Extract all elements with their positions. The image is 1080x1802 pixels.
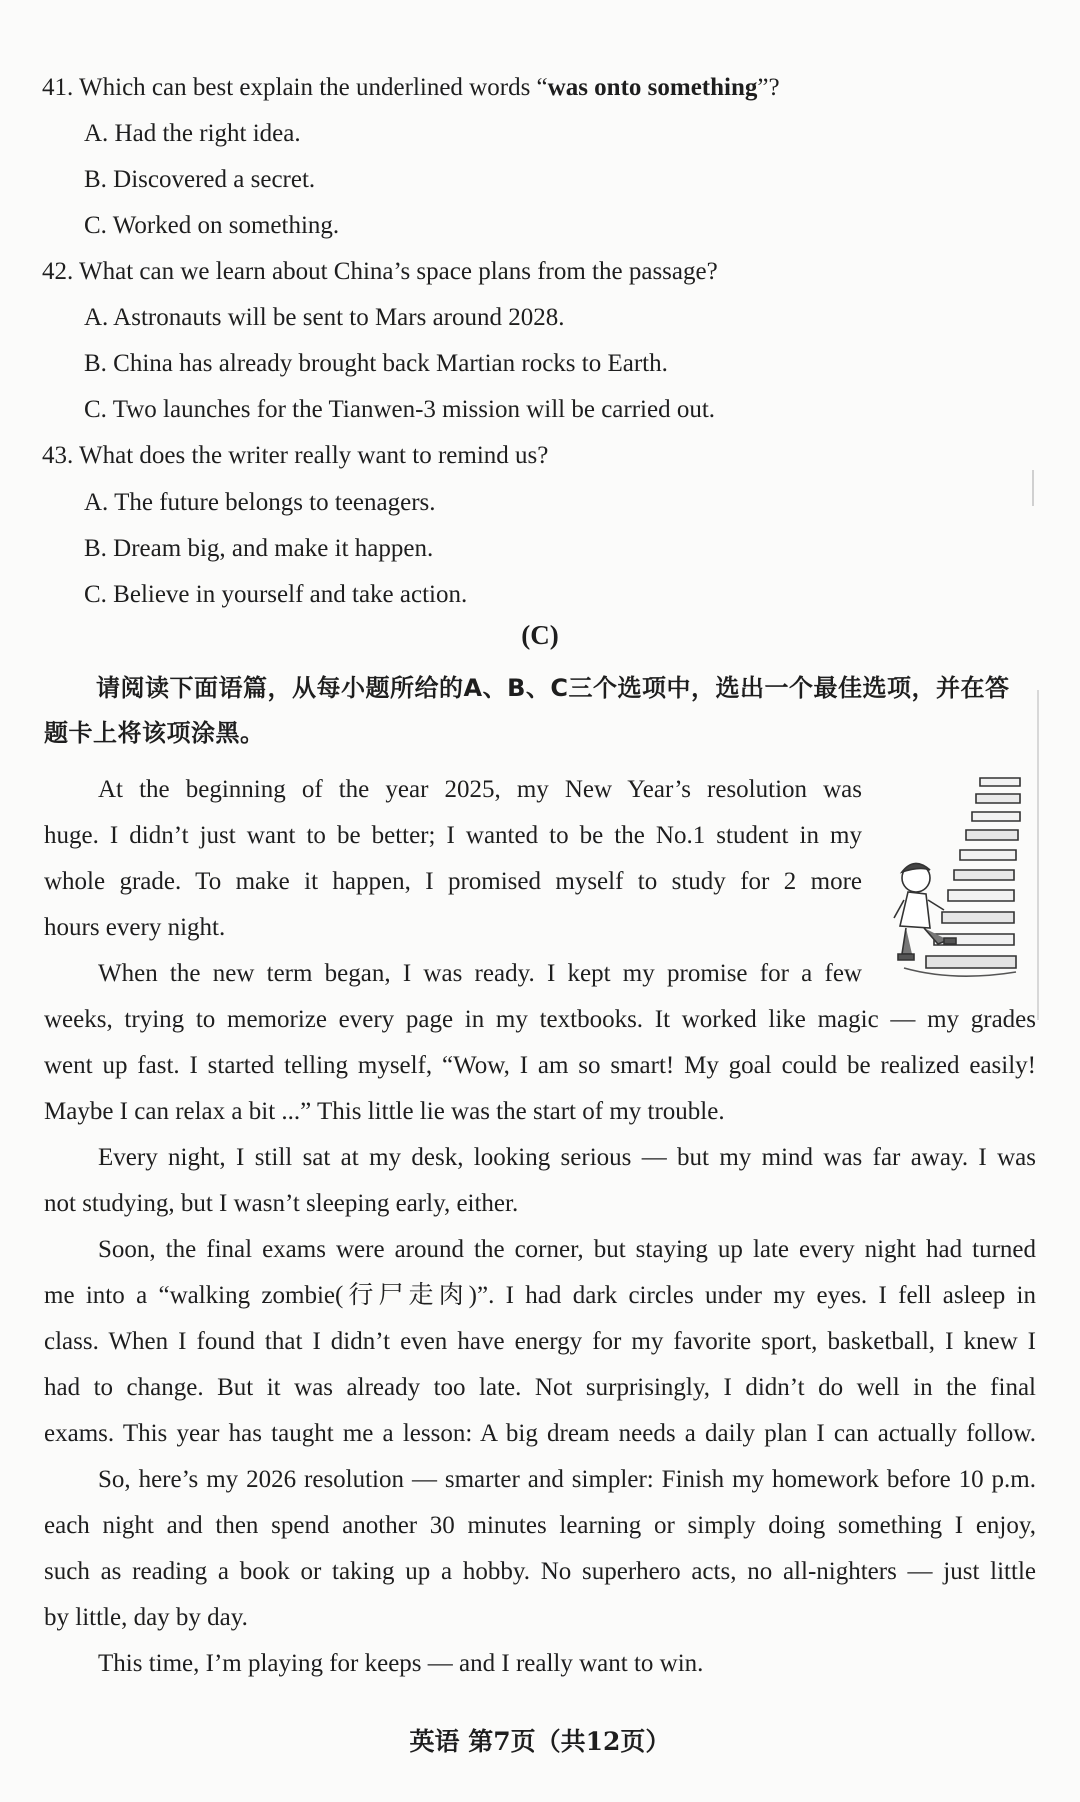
passage-line: exams. This year has taught me a lesson: A big dream needs a daily plan I can actually follow. xyxy=(44,1420,1036,1447)
passage-line: had to change. But it was already too late. Not surprisingly, I didn’t do well in the final xyxy=(44,1374,1036,1401)
passage-line: not studying, but I wasn’t sleeping early, either. xyxy=(44,1190,519,1217)
passage-line: class. When I found that I didn’t even have energy for my favorite sport, basketball, I knew I xyxy=(44,1328,1036,1355)
passage-line: Every night, I still sat at my desk, looking serious — but my mind was far away. I was xyxy=(98,1144,1036,1171)
instruction-line-1: 请阅读下面语篇，从每小题所给的A、B、C三个选项中，选出一个最佳选项，并在答 xyxy=(96,674,1010,702)
question-41-option-a: A. Had the right idea. xyxy=(84,120,301,147)
question-42-option-b: B. China has already brought back Martian rocks to Earth. xyxy=(84,350,668,377)
passage-line: Soon, the final exams were around the corner, but staying up late every night had turned xyxy=(98,1236,1036,1263)
scan-edge-mark xyxy=(1032,470,1034,506)
passage-line: huge. I didn’t just want to be better; I wanted to be the No.1 student in my xyxy=(44,822,862,849)
passage-line: weeks, trying to memorize every page in my textbooks. It worked like magic — my grades xyxy=(44,1006,1036,1033)
passage-line: each night and then spend another 30 minutes learning or simply doing something I enjoy, xyxy=(44,1512,1036,1539)
passage-line: hours every night. xyxy=(44,914,226,941)
question-43-option-c: C. Believe in yourself and take action. xyxy=(84,581,468,608)
passage-line: by little, day by day. xyxy=(44,1604,248,1631)
passage-line: When the new term began, I was ready. I kept my promise for a few xyxy=(98,960,862,987)
passage-line: whole grade. To make it happen, I promised myself to study for 2 more xyxy=(44,868,862,895)
passage-line: At the beginning of the year 2025, my New Year’s resolution was xyxy=(98,776,862,803)
question-41-stem xyxy=(42,72,780,104)
boy-climbing-book-stairs-illustration xyxy=(880,768,1040,988)
page-footer: 英语 第7页（共12页） xyxy=(409,1727,671,1756)
passage-line: Maybe I can relax a bit ...” This little lie was the start of my trouble. xyxy=(44,1098,725,1125)
instruction-line-2: 题卡上将该项涂黑。 xyxy=(44,719,265,747)
passage-line: So, here’s my 2026 resolution — smarter and simpler: Finish my homework before 10 p.m. xyxy=(98,1466,1036,1493)
underlined-phrase: was onto something xyxy=(547,74,758,101)
question-41-option-c: C. Worked on something. xyxy=(84,212,340,239)
section-title: (C) xyxy=(521,620,559,650)
question-43-option-b: B. Dream big, and make it happen. xyxy=(84,535,434,562)
passage-line: such as reading a book or taking up a hobby. No superhero acts, no all-nighters — just little xyxy=(44,1558,1036,1585)
question-41-stem-suffix: ”? xyxy=(757,74,780,101)
question-41-stem-prefix: 41. Which can best explain the underlined words “ xyxy=(42,74,548,101)
question-41-option-b: B. Discovered a secret. xyxy=(84,166,316,193)
passage-line: went up fast. I started telling myself, “Wow, I am so smart! My goal could be realized easily! xyxy=(44,1052,1036,1079)
passage-line: This time, I’m playing for keeps — and I really want to win. xyxy=(98,1650,704,1677)
question-42-option-c: C. Two launches for the Tianwen-3 mission will be carried out. xyxy=(84,396,716,423)
question-43-stem: 43. What does the writer really want to remind us? xyxy=(42,442,549,469)
question-42-stem: 42. What can we learn about China’s space plans from the passage? xyxy=(42,258,718,285)
passage-line: me into a “walking zombie(行尸走肉)”. I had dark circles under my eyes. I fell asleep in xyxy=(44,1282,1036,1309)
question-43-option-a: A. The future belongs to teenagers. xyxy=(84,489,436,516)
question-42-option-a: A. Astronauts will be sent to Mars around 2028. xyxy=(84,304,565,331)
